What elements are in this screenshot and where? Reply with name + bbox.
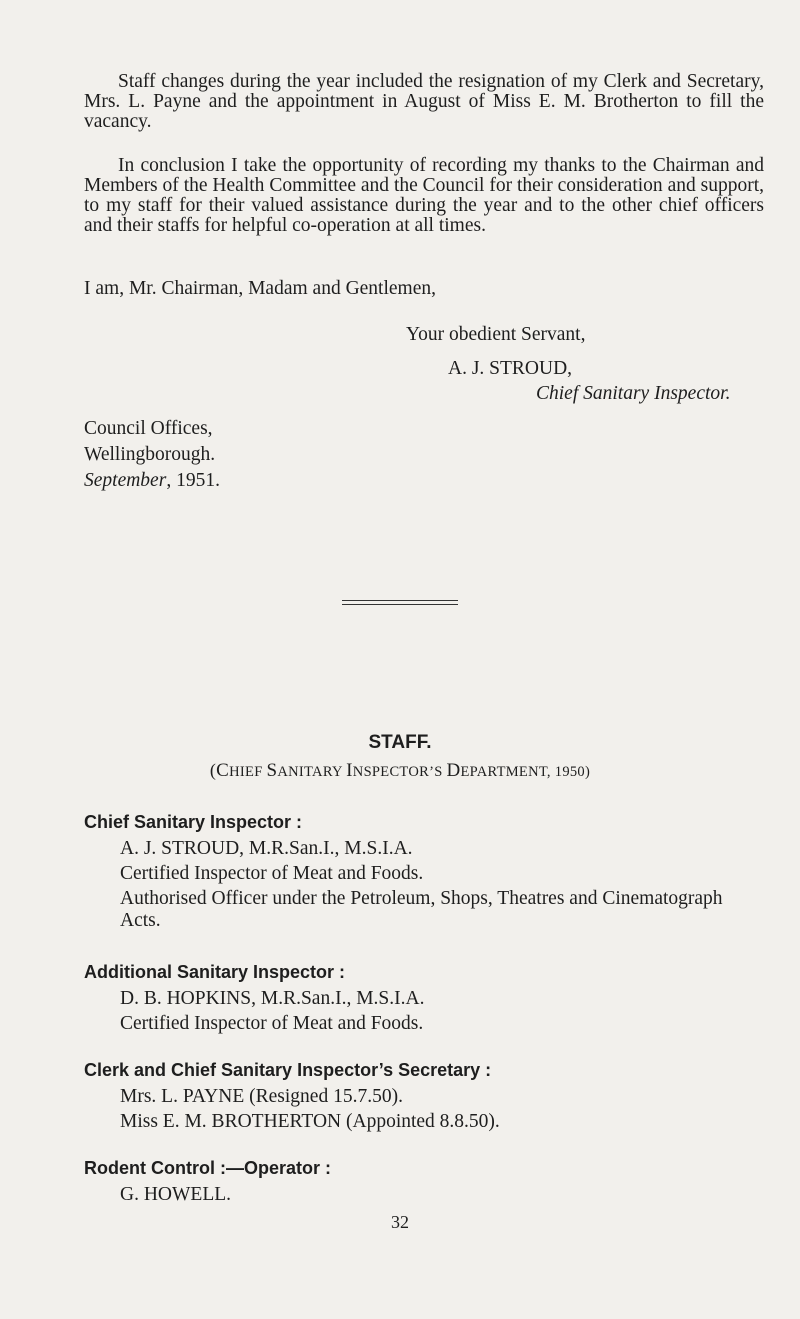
paragraph-staff-changes: Staff changes during the year included the resignation of my Clerk and Secretary, Mrs. L. Payne and the appointment in August of Miss E. M. Brotherton to fill the vacancy. [84, 71, 764, 132]
closing: Your obedient Servant, [406, 324, 586, 345]
address-line-2: Wellingborough. [84, 444, 216, 465]
date-month: September [84, 470, 167, 491]
role-additional-sanitary-inspector: Additional Sanitary Inspector : [84, 962, 346, 982]
staff-entry: Certified Inspector of Meat and Foods. [120, 863, 424, 884]
signatory-title: Chief Sanitary Inspector. [536, 383, 731, 404]
role-chief-sanitary-inspector: Chief Sanitary Inspector : [84, 812, 303, 832]
role-clerk-secretary: Clerk and Chief Sanitary Inspector’s Secretary : [84, 1060, 492, 1080]
staff-entry: D. B. HOPKINS, M.R.San.I., M.S.I.A. [120, 988, 425, 1009]
staff-heading: STAFF. [368, 732, 432, 753]
letter-date [84, 470, 220, 492]
staff-entry: G. HOWELL. [120, 1184, 232, 1205]
paragraph-conclusion: In conclusion I take the opportunity of recording my thanks to the Chairman and Members of the Health Committee and the Council for their consideration and support, to my staff for their valued assistance during the year and to the other chief officers and their staffs for helpful co-operation at all times. [84, 155, 764, 236]
staff-entry: Mrs. L. PAYNE (Resigned 15.7.50). [120, 1086, 403, 1107]
salutation: I am, Mr. Chairman, Madam and Gentlemen, [84, 278, 436, 299]
date-year: , 1951. [166, 470, 220, 491]
page-number: 32 [391, 1212, 409, 1232]
staff-subheading: (CHIEF SANITARY INSPECTOR’S DEPARTMENT, 1950) [209, 760, 591, 781]
address-line-1: Council Offices, [84, 418, 213, 439]
staff-entry: Certified Inspector of Meat and Foods. [120, 1013, 424, 1034]
staff-entry: A. J. STROUD, M.R.San.I., M.S.I.A. [120, 838, 413, 859]
divider-rule [342, 604, 458, 605]
role-rodent-control-operator: Rodent Control :—Operator : [84, 1158, 331, 1178]
divider-rule [342, 600, 458, 601]
staff-entry: Miss E. M. BROTHERTON (Appointed 8.8.50). [120, 1111, 500, 1132]
staff-entry: Authorised Officer under the Petroleum, Shops, Theatres and Cinematograph Acts. [120, 888, 723, 931]
signatory-name: A. J. STROUD, [448, 358, 573, 379]
